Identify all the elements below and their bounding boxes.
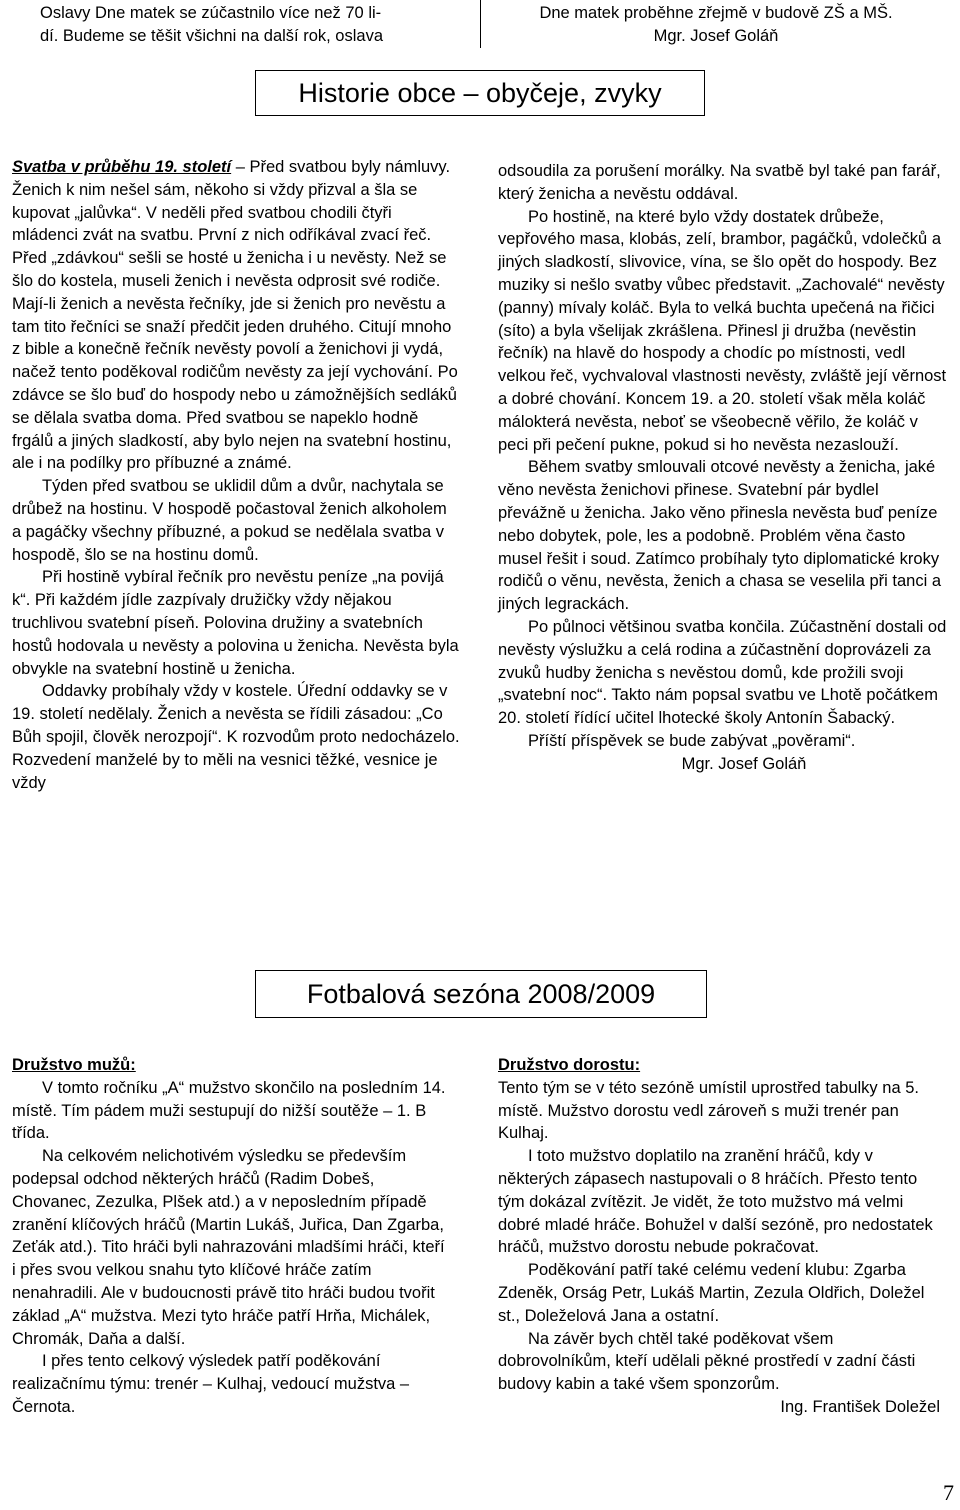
history-paragraph: Po půlnoci většinou svatba končila. Zúčastnění dostali od nevěsty výslužku a celá rodina a zúčastnění doprovázeli za zvuků hudby ženicha s nevěstou domů, kde prožili svoji „svatební noc“. Takto nám popsal svatbu ve Lhotě počátkem 20. století řídící učitel lhotecké školy Antonín Šabacký. <box>498 617 947 728</box>
continuation-line: dí. Budeme se těšit všichni na další rok, oslava <box>40 26 384 45</box>
previous-article-end <box>492 2 940 47</box>
history-intro-text: – Před svatbou byly námluvy. Ženich k nim nešel sám, někoho si vždy přizval a šla se kupovat „jalůvka“. V neděli před svatbou chodili čtyři mládenci zvát na svatbu. První z nich odříkával zvací řeč. Před „zdávkou“ sešli se hosté u ženicha i u nevěsty. Než se šlo do kostela, museli ženich i nevěsta odprosit své rodiče. Mají-li ženich a nevěsta řečníky, jde si ženich pro nevěstu a tam tito řečníci se snaží předčit jeden druhého. Citují mnoho z bible a konečně řečník nevěsty povolí a ženichovi ji vydá, načež tento poděkoval rodičům nevěsty za její vychování. Po zdávce se šlo buď do hospody nebo u zámožnějších sedláků se dělala svatba doma. Před svatbou se napeklo hodně frgálů a jiných sladkostí, aby bylo nejen na svatební hostinu, ale i na podílky pro příbuzné a známé. <box>12 158 458 473</box>
football-men-column <box>12 1054 452 1419</box>
author-signature: Ing. František Doležel <box>780 1397 940 1416</box>
history-paragraph: Oddavky probíhaly vždy v kostele. Úřední oddavky se v 19. století nedělaly. Ženich a nevěsta se řídili zásadou: „Co Bůh spojil, člověk nerozpojí“. K rozvodům proto nedocházelo. Rozvedení manželé by to měli na vesnici těžké, vesnice je vždy <box>12 682 460 792</box>
page-number: 7 <box>943 1480 954 1505</box>
football-youth-column <box>498 1054 948 1419</box>
history-paragraph: Příští příspěvek se bude zabývat „pověrami“. <box>528 731 856 750</box>
section-heading-history: Historie obce – obyčeje, zvyky <box>255 70 705 116</box>
author-signature: Mgr. Josef Goláň <box>653 26 779 45</box>
history-paragraph: Při hostině vybíral řečník pro nevěstu peníze „na povijá k“. Při každém jídle zazpívaly družičky vždy nějakou truchlivou svatební píseň. Polovina družiny a svatebních hostů hodovala u nevěsty a polovina u ženicha. Nevěsta byla obvykle na svatební hostině u ženicha. <box>12 568 459 678</box>
football-paragraph: V tomto ročníku „A“ mužstvo skončilo na posledním 14. místě. Tím pádem muži sestupují do nižší soutěže – 1. B třída. <box>12 1078 446 1143</box>
history-subheading: Svatba v průběhu 19. století <box>12 158 232 176</box>
team-title: Družstvo dorostu: <box>498 1056 641 1074</box>
continuation-line: Oslavy Dne matek se zúčastnilo více než 70 li- <box>40 4 382 22</box>
history-paragraph: Týden před svatbou se uklidil dům a dvůr, nachytala se drůbež na hostinu. V hospodě počastoval ženich alkoholem a pagáčky všechny příbuzné, a pokud se nedělala svatba v hospodě, šlo se na hostinu domů. <box>12 477 447 564</box>
football-paragraph: Na celkovém nelichotivém výsledku se především podepsal odchod některých hráčů (Radim Dobeš, Chovanec, Zezulka, Plšek atd.) a v neposledním případě zranění klíčových hráčů (Martin Lukáš, Juřica, Dan Zgarba, Zeťák atd.). Tito hráči byli nahrazováni mladšími hráči, kteří i přes svou velkou snahu tyto klíčové hráče zatím nenahradili. Ale v budoucnosti právě tito hráči budou tvořit základ „A“ mužstva. Mezi tyto hráče patří Hrňa, Michálek, Chromák, Daňa a další. <box>12 1147 445 1348</box>
history-intro-paragraph <box>12 156 460 475</box>
football-paragraph: I toto mužstvo doplatilo na zranění hráčů, kdy v některých zápasech nastupovali o 8 hráčích. Přesto tento tým dokázal zvítězit. Je vidět, že toto mužstvo má velmi dobré mladé hráče. Bohužel v další sezóně, pro nedostatek hráčů, mužstvo dorostu nebude pokračovat. <box>498 1147 933 1257</box>
section-heading-football: Fotbalová sezóna 2008/2009 <box>255 970 707 1018</box>
history-paragraph: Během svatby smlouvali otcové nevěsty a ženicha, jaké věno nevěsta ženichovi přinese. Svatební pár bydlel převážně u ženicha. Jako věno přinesla nevěsta buď peníze nebo dobytek, pole, les a podobně. Problém věna často musel řešit i soud. Zatímco probíhaly tyto diplomatické kroky rodičů o věnu, nevěsta, ženich a chasa se veselila při tanci a jiných legrackách. <box>498 458 942 614</box>
author-signature: Mgr. Josef Goláň <box>681 754 807 773</box>
column-divider <box>480 0 481 48</box>
team-title: Družstvo mužů: <box>12 1056 136 1074</box>
football-paragraph: I přes tento celkový výsledek patří poděkování realizačnímu týmu: trenér – Kulhaj, vedoucí mužstva – Černota. <box>12 1352 410 1416</box>
football-paragraph: Na závěr bych chtěl také poděkovat všem dobrovolníkům, kteří udělali pěkné prostředí v zadní části budovy kabin a také všem sponzorům. <box>498 1329 916 1394</box>
history-left-column <box>12 156 460 794</box>
previous-article-continuation <box>40 2 470 47</box>
football-paragraph: Tento tým se v této sezóně umístil uprostřed tabulky na 5. místě. Mužstvo dorostu vedl zároveň s muži trenér pan Kulhaj. <box>498 1078 919 1143</box>
history-paragraph: Po hostině, na které bylo vždy dostatek drůbeže, vepřového masa, klobás, zelí, brambor, pagáčků, vdolečků a jiných sladkostí, slivovice, vína, se šlo opět do hospody. Bez muziky si nešlo svatby vůbec představit. „Zachovalé“ nevěsty (panny) mívaly koláč. Byla to velká buchta upečená na řičici (síto) a byla všelijak zkrášlena. Přinesl ji družba (nevěstin řečník) na hlavě do hospody a chodíc po místnosti, vedl velkou řeč, vychvaloval vlastnosti nevěsty, zvláště její věrnost a dobré chování. Koncem 19. a 20. století však měla koláč málokterá nevěsta, neboť se všeobecně věřilo, že koláč v peci při pečení pukne, pokud si ho nevěsta nezaslouží. <box>498 207 947 454</box>
history-paragraph: odsoudila za porušení morálky. Na svatbě byl také pan farář, který ženicha a nevěstu oddával. <box>498 162 941 203</box>
history-right-column <box>498 160 950 776</box>
football-paragraph: Poděkování patří také celému vedení klubu: Zgarba Zdeněk, Orság Petr, Lukáš Martin, Zezula Oldřich, Doležel st., Doleželová Jana a ostatní. <box>498 1261 925 1325</box>
continuation-line: Dne matek proběhne zřejmě v budově ZŠ a MŠ. <box>539 4 893 22</box>
